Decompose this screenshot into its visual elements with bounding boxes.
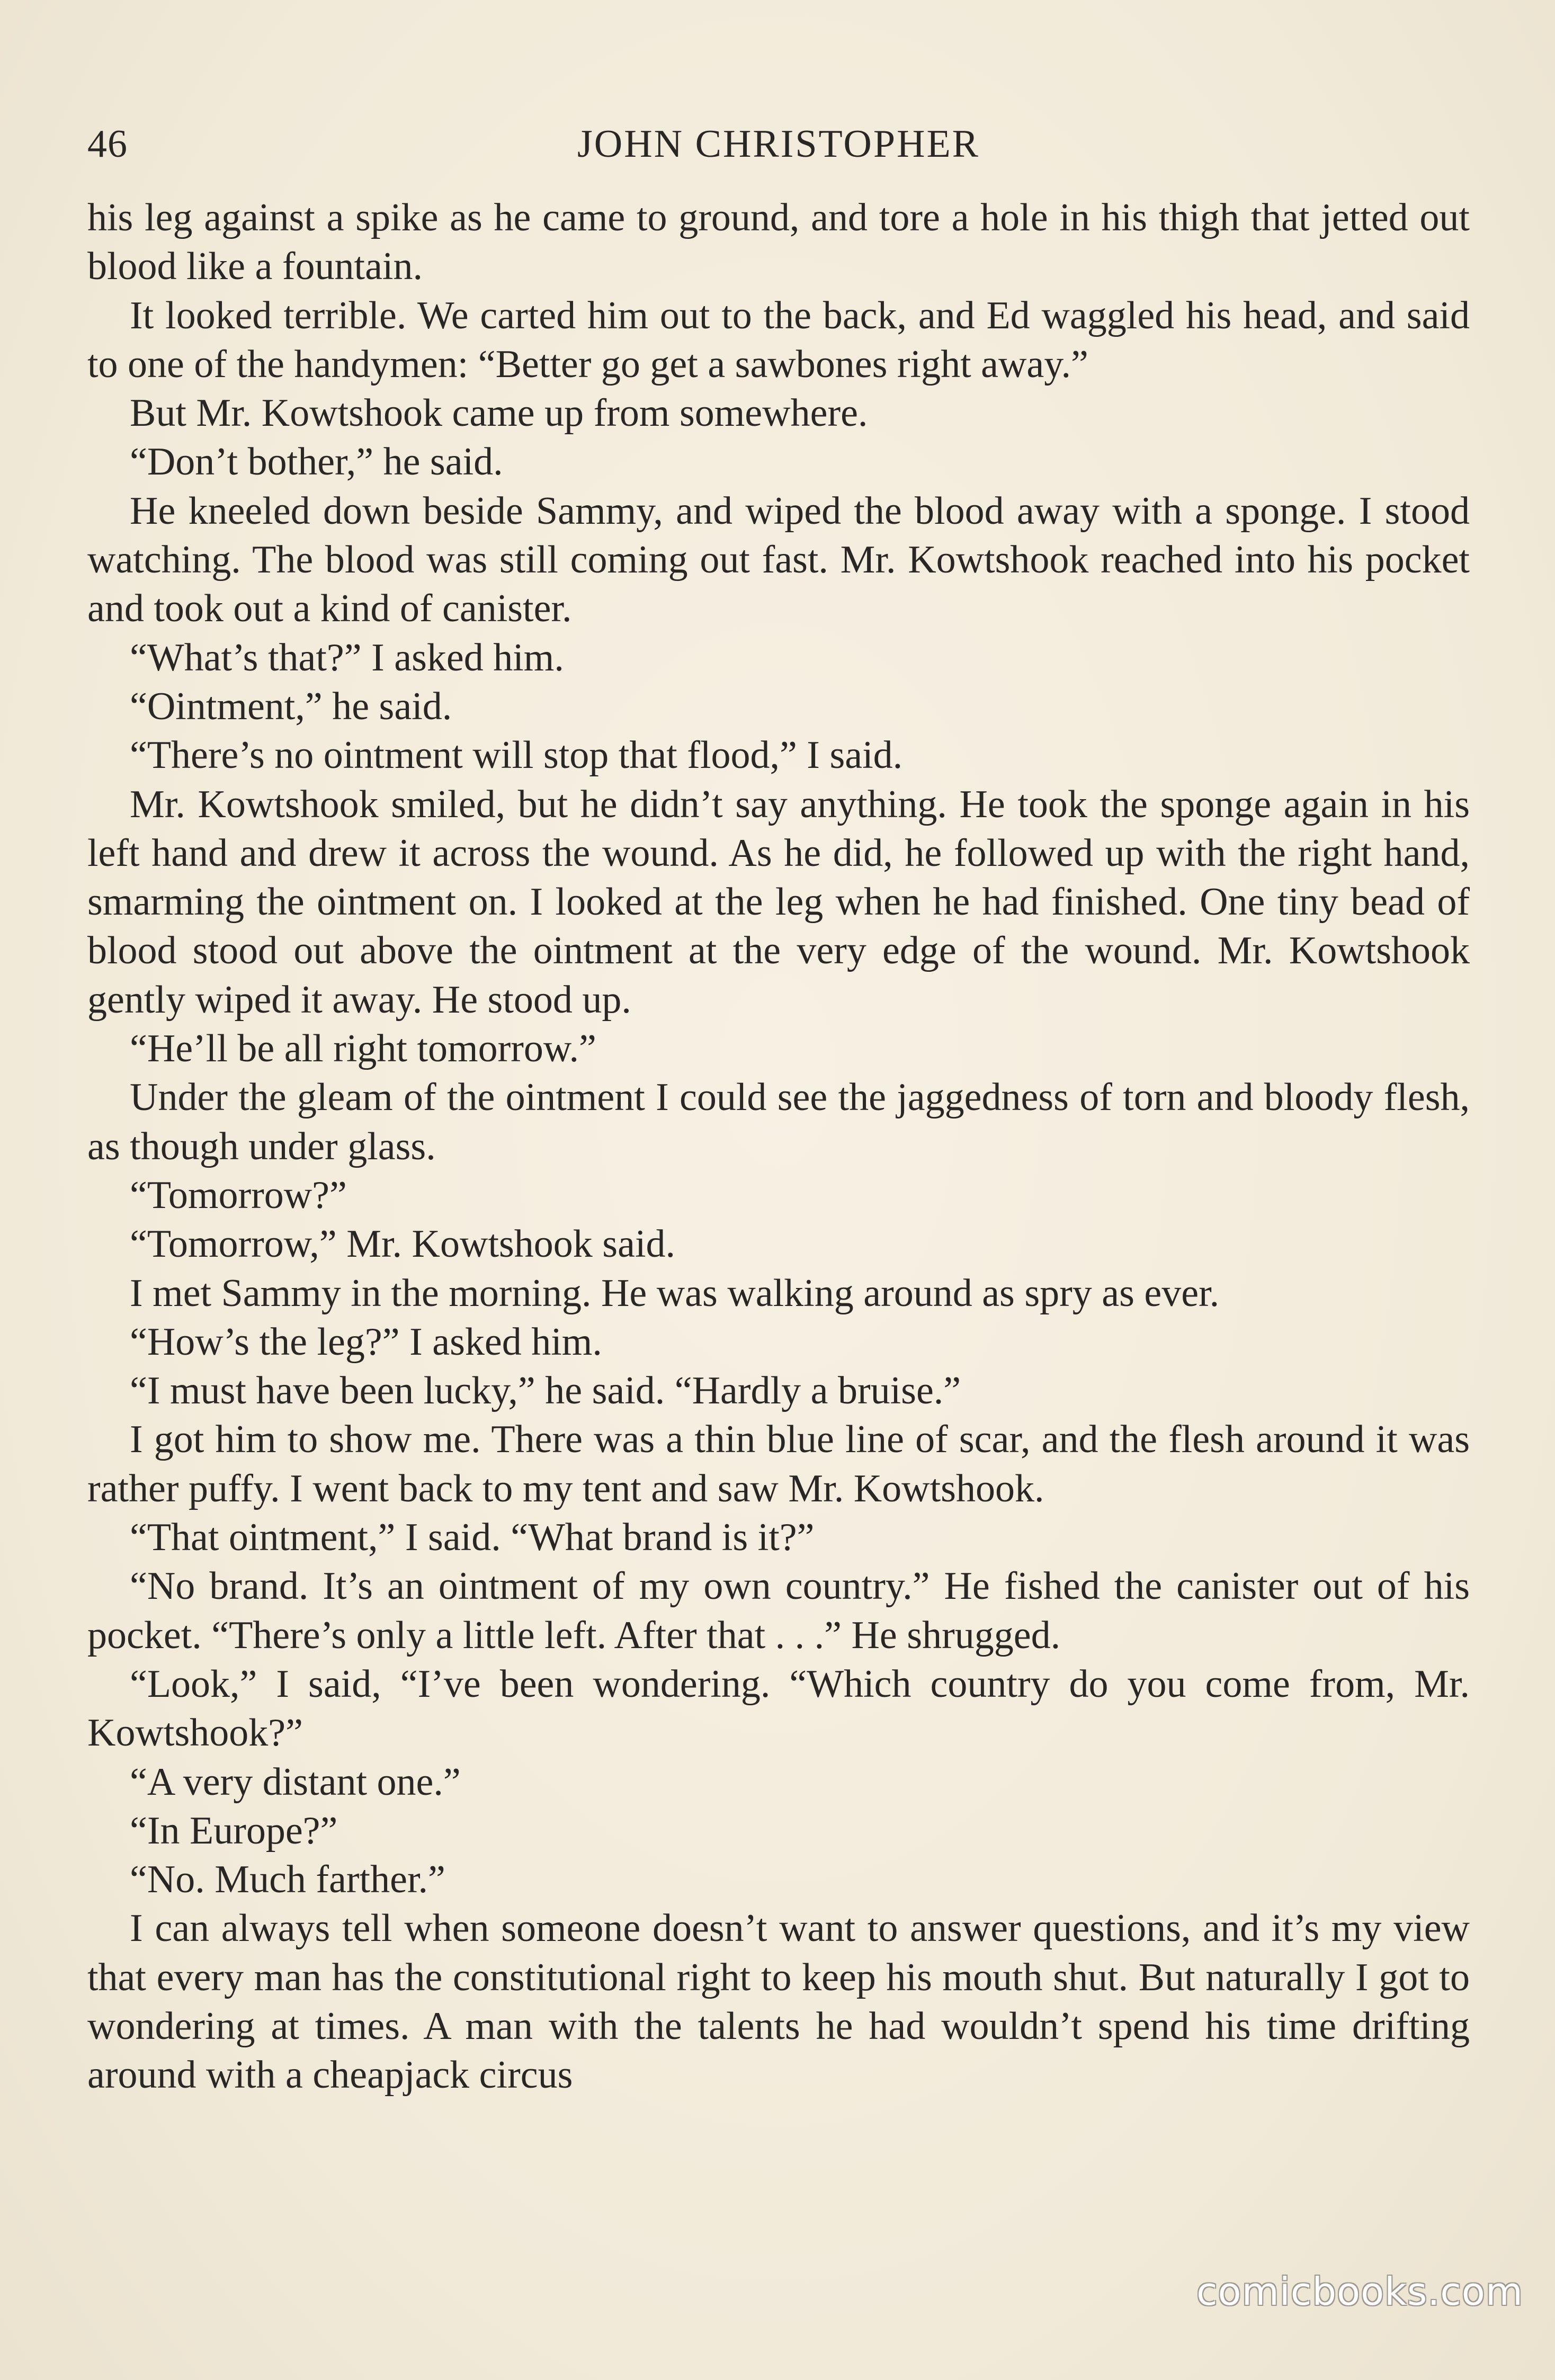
paragraph: Mr. Kowtshook smiled, but he didn’t say anything. He took the sponge again in his left hand and drew it across the wound. As he did, he followed up with the right hand, smarming the ointment on. I looked at the leg when he had finished. One tiny bead of blood stood out above the ointment at the very edge of the wound. Mr. Kowtshook gently wiped it away. He stood up. [87, 782, 1470, 1022]
paragraph: “He’ll be all right tomorrow.” [130, 1027, 596, 1071]
paragraph: “No brand. It’s an ointment of my own country.” He fished the canister out of his pocket. “There’s only a little left. After that . . .” He shrugged. [87, 1564, 1470, 1657]
paragraph: “What’s that?” I asked him. [130, 636, 564, 679]
paragraph: “I must have been lucky,” he said. “Hardly a bruise.” [130, 1369, 961, 1413]
paragraph: I can always tell when someone doesn’t want to answer questions, and it’s my view that every man has the constitutional right to keep his mouth shut. But naturally I got to wondering at times. A man with the talents he had wouldn’t spend his time drifting around with a cheapjack circus [87, 1907, 1470, 2097]
paragraph: But Mr. Kowtshook came up from somewhere. [130, 391, 868, 435]
body-text [87, 193, 1470, 2100]
paragraph: Under the gleam of the ointment I could see the jaggedness of torn and bloody flesh, as though under glass. [87, 1076, 1470, 1168]
paragraph: “A very distant one.” [130, 1760, 461, 1804]
paragraph: “There’s no ointment will stop that flood,” I said. [130, 733, 903, 777]
paragraph: “No. Much farther.” [130, 1858, 445, 1902]
paragraph: I met Sammy in the morning. He was walking around as spry as ever. [130, 1271, 1220, 1315]
paragraph: his leg against a spike as he came to ground, and tore a hole in his thigh that jetted out blood like a fountain. [87, 196, 1470, 289]
paragraph: “Tomorrow,” Mr. Kowtshook said. [130, 1222, 676, 1266]
paragraph: “Tomorrow?” [130, 1173, 347, 1217]
paragraph: “In Europe?” [130, 1809, 338, 1853]
page-number: 46 [87, 122, 128, 166]
paragraph: “How’s the leg?” I asked him. [130, 1320, 602, 1364]
paragraph: It looked terrible. We carted him out to the back, and Ed waggled his head, and said to one of the handymen: “Better go get a sawbones right away.” [87, 293, 1470, 386]
paragraph: He kneeled down beside Sammy, and wiped the blood away with a sponge. I stood watching. The blood was still coming out fast. Mr. Kowtshook reached into his pocket and took out a kind of canister. [87, 489, 1470, 631]
paragraph: “That ointment,” I said. “What brand is it?” [130, 1516, 815, 1560]
paragraph: I got him to show me. There was a thin blue line of scar, and the flesh around it was rather puffy. I went back to my tent and saw Mr. Kowtshook. [87, 1418, 1470, 1510]
paragraph: “Ointment,” he said. [130, 684, 452, 728]
running-head: JOHN CHRISTOPHER [577, 122, 980, 166]
paragraph: “Don’t bother,” he said. [130, 440, 503, 484]
site-watermark: comicbooks.com [1196, 2269, 1523, 2314]
page-header [87, 122, 1470, 180]
paragraph: “Look,” I said, “I’ve been wondering. “Which country do you come from, Mr. Kowtshook?” [87, 1662, 1470, 1755]
